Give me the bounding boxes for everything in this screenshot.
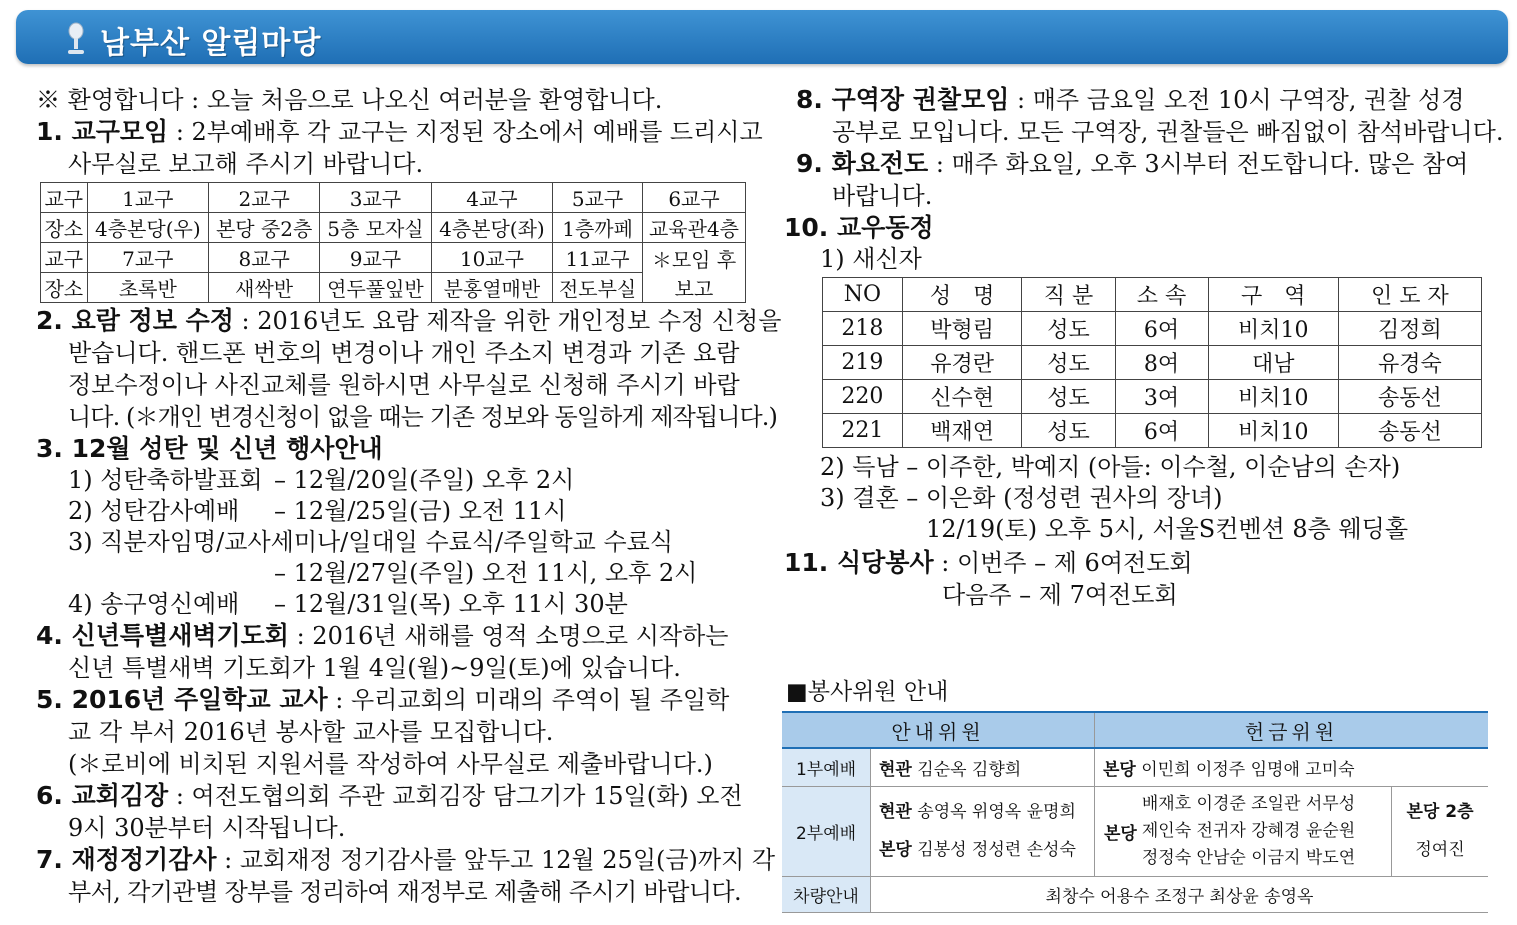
item-4: 4. 신년특별새벽기도회 : 2016년 새해를 영적 소명으로 시작하는 xyxy=(36,621,729,650)
item-1: 1. 교구모임 : 2부예배후 각 교구는 지정된 장소에서 예배를 드리시고 xyxy=(36,117,763,146)
table-row: 219 유경란 성도 8여 대남 유경숙 xyxy=(823,346,1482,380)
table-row: 2부예배 현관 송영옥 위영옥 윤명희 본당 김봉성 정성련 손성숙 본당 배재호 이경준 조일관 서무성 제인숙 전귀자 강혜경 윤순원 정정숙 안남순 이금지 박도연 본당 2층 정여진 xyxy=(782,786,1488,876)
welcome-text: ※ 환영합니다 : 오늘 처음으로 나오신 여러분을 환영합니다. xyxy=(36,86,663,114)
item-1-title: 1. 교구모임 xyxy=(36,117,169,146)
table-row: 교구 7교구 8교구 9교구 10교구 11교구 ＊모임 후 보고 xyxy=(41,243,746,273)
table-row: 1부예배 현관 김순옥 김향희 본당 이민희 이정주 임명애 고미숙 xyxy=(782,748,1488,786)
volunteer-section-title: ■봉사위원 안내 xyxy=(786,679,949,705)
item-2: 2. 요람 정보 수정 : 2016년도 요람 제작을 위한 개인정보 수정 신청을 xyxy=(36,306,782,335)
volunteer-table xyxy=(782,711,1488,913)
page-title: 남부산 알림마당 xyxy=(100,26,322,61)
table-row: 장소 4층본당(우) 본당 중2층 5층 모자실 4층본당(좌) 1층까페 교육관4층 xyxy=(41,213,746,243)
item-8: 8. 구역장 권찰모임 : 매주 금요일 오전 10시 구역장, 권찰 성경 xyxy=(796,85,1465,114)
wedding-news: 3) 결혼 – 이은화 (정성련 권사의 장녀) xyxy=(820,484,1223,512)
table-row: 장소 초록반 새싹반 연두풀잎반 분홍열매반 전도부실 xyxy=(41,273,746,303)
table-row: 221 백재연 성도 6여 비치10 송동선 xyxy=(823,414,1482,448)
item-10: 10. 교우동정 xyxy=(784,213,934,242)
left-column: ※ 환영합니다 : 오늘 처음으로 나오신 여러분을 환영합니다. 1. 교구모임 : 2부예배후 각 교구는 지정된 장소에서 예배를 드리시고 사무실로 보고해 주시기 바랍니다. 교구 1교구 2교구 3교구 4교구 5교구 6교구 장소 4층본당(우) 본당 중2층 5층 모자실 4층본당(좌) 1층까페 교육관4층 교구 7교구 8교구 9교구 10교구 11교구 ＊모임 후 보고 장소 초록반 새싹반 연두풀잎반 분홍열매반 전도부실 2. 요람 정보 수정 : 2016년도 요람 제작을 위한 개인정보 수정 신청을 받습니다. 핸드폰 번호의 변경이나 개인 주소지 변경과 기존 요람 정보수정이나 사진교체를 원하시면 사무실로 신청해 주시기 바랍 니다. (＊개인 변경신청이 없을 때는 기존 정보와 동일하게 제작됩니다.) 3. 12월 성탄 및 신년 행사안내 1) 성탄축하발표회 – 12월/20일(주일) 오후 2시 2) 성탄감사예배 – 12월/25일(금) 오전 11시 3) 직분자임명/교사세미나/일대일 수료식/주일학교 수료식 – 12월/27일(주일) 오전 11시, 오후 2시 4) 송구영신예배 – 12월/31일(목) 오후 11시 30분 4. 신년특별새벽기도회 : 2016년 새해를 영적 소명으로 시작하는 신년 특별새벽 기도회가 1월 4일(월)~9일(토)에 있습니다. 5. 2016년 주일학교 교사 : 우리교회의 미래의 주역이 될 주일학 교 각 부서 2016년 봉사할 교사를 모집합니다. (＊로비에 비치된 지원서를 작성하여 사무실로 제출바랍니다.) 6. 교회김장 : 여전도협의회 주관 교회김장 담그기가 15일(화) 오전 9시 30분부터 시작됩니다. 7. 재정정기감사 : 교회재정 정기감사를 앞두고 12월 25일(금)까지 각 부서, 각기관별 장부를 정리하여 재정부로 제출해 주시기 바랍니다. xyxy=(36,86,782,906)
right-column: 8. 구역장 권찰모임 : 매주 금요일 오전 10시 구역장, 권찰 성경 공부로 모입니다. 모든 구역장, 권찰들은 빠짐없이 참석바랍니다. 9. 화요전도 : 매주 화요일, 오후 3시부터 전도합니다. 많은 참여 바랍니다. 10. 교우동정 1) 새신자 NO 성 명 직 분 소 속 구 역 인 도 자 218 박형림 성도 6여 비치10 김정희 219 유경란 성도 8여 대남 유경숙 220 신수현 성도 3여 비치10 송동선 221 백재연 성도 6여 비치10 송동선 2) 득남 – 이주한, 박예지 (아들: 이수철, 이순남의 손자) 3) 결혼 – 이은화 (정성련 권사의 장녀) 12/19(토) 오후 5시, 서울S컨벤션 8층 웨딩홀 11. 식당봉사 : 이번주 – 제 6여전도회 다음주 – 제 7여전도회 xyxy=(784,85,1504,609)
microphone-icon xyxy=(60,22,90,56)
item-11: 11. 식당봉사 : 이번주 – 제 6여전도회 xyxy=(784,548,1193,577)
item-3: 3. 12월 성탄 및 신년 행사안내 xyxy=(36,434,383,463)
table-row: 218 박형림 성도 6여 비치10 김정희 xyxy=(823,312,1482,346)
table-header-row: NO 성 명 직 분 소 속 구 역 인 도 자 xyxy=(823,278,1482,312)
newcomer-table xyxy=(822,277,1482,448)
district-table xyxy=(40,182,746,303)
table-header-row: 안내위원 헌금위원 xyxy=(782,712,1488,748)
table-row: 교구 1교구 2교구 3교구 4교구 5교구 6교구 xyxy=(41,183,746,213)
birth-news: 2) 득남 – 이주한, 박예지 (아들: 이수철, 이순남의 손자) xyxy=(820,453,1401,481)
header-banner xyxy=(16,10,1508,64)
item-9: 9. 화요전도 : 매주 화요일, 오후 3시부터 전도합니다. 많은 참여 xyxy=(796,149,1469,178)
item-7: 7. 재정정기감사 : 교회재정 정기감사를 앞두고 12월 25일(금)까지 각 xyxy=(36,845,776,874)
table-row: 220 신수현 성도 3여 비치10 송동선 xyxy=(823,380,1482,414)
item-6: 6. 교회김장 : 여전도협의회 주관 교회김장 담그기가 15일(화) 오전 xyxy=(36,781,743,810)
table-row: 차량안내 최창수 어용수 조정구 최상윤 송영옥 xyxy=(782,876,1488,912)
item-5: 5. 2016년 주일학교 교사 : 우리교회의 미래의 주역이 될 주일학 xyxy=(36,685,730,714)
